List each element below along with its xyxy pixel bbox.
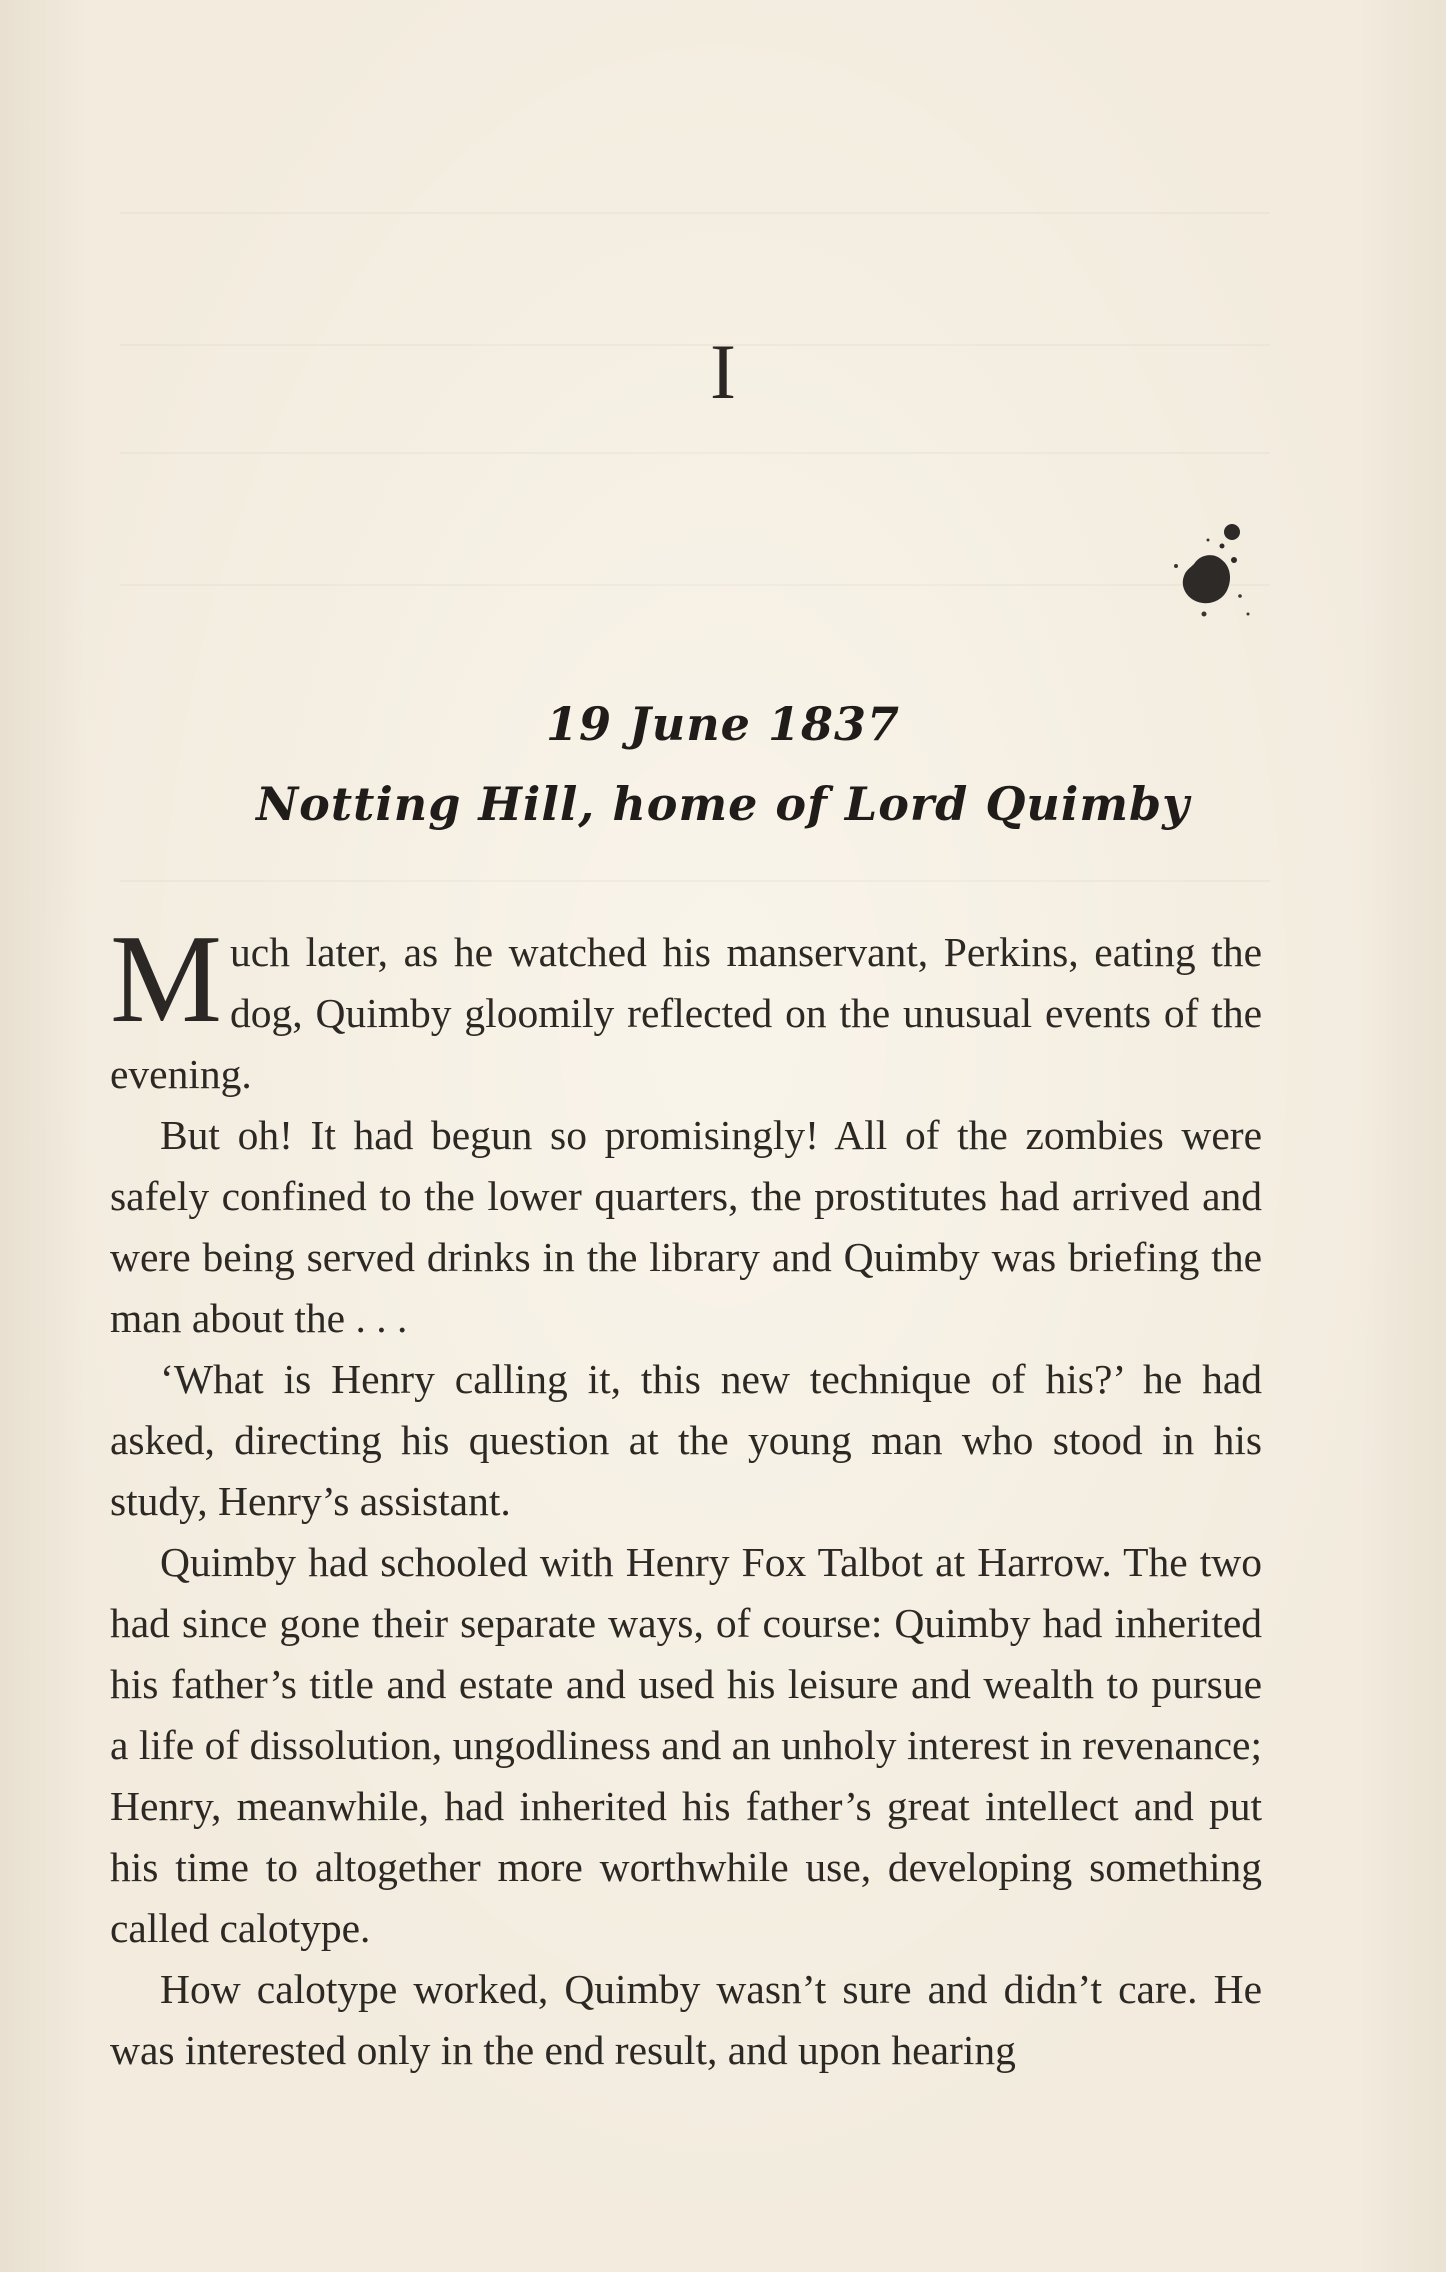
ink-blot-icon — [1148, 516, 1268, 636]
paragraph-4: Quimby had schooled with Henry Fox Talbot at Harrow. The two had since gone their separate ways, of course: Quimby had inherited his father’s title and estate and used his leisure and wealth to pursue a life of dissolution, ungodliness and an unholy interest in revenance; Henry, meanwhile, had inherited his father’s great intellect and put his time to altogether more worthwhile use, developing something called calotype. — [110, 1539, 1262, 1951]
drop-cap: M — [110, 910, 223, 1049]
chapter-location: Notting Hill, home of Lord Quimby — [256, 777, 1190, 831]
paragraph-1-text: uch later, as he watched his manservant, Perkins, eating the dog, Quimby gloomily reflected on the unusual events of the evening. — [110, 929, 1262, 1097]
show-through-line — [120, 452, 1270, 454]
chapter-date: 19 June 1837 — [546, 697, 900, 751]
paragraph-3: ‘What is Henry calling it, this new technique of his?’ he had asked, directing his question at the young man who stood in his study, Henry’s assistant. — [110, 1356, 1262, 1524]
show-through-line — [120, 584, 1270, 586]
paragraph-5: How calotype worked, Quimby wasn’t sure and didn’t care. He was interested only in the end result, and upon hearing — [110, 1966, 1262, 2073]
body-text — [110, 910, 1262, 2081]
show-through-line — [120, 212, 1270, 214]
chapter-number: I — [710, 328, 736, 415]
show-through-line — [120, 880, 1270, 882]
paragraph-1 — [110, 910, 1262, 1105]
paragraph-2: But oh! It had begun so promisingly! All of the zombies were safely confined to the lower quarters, the prostitutes had arrived and were being served drinks in the library and Quimby was briefing the man about the . . . — [110, 1112, 1262, 1341]
